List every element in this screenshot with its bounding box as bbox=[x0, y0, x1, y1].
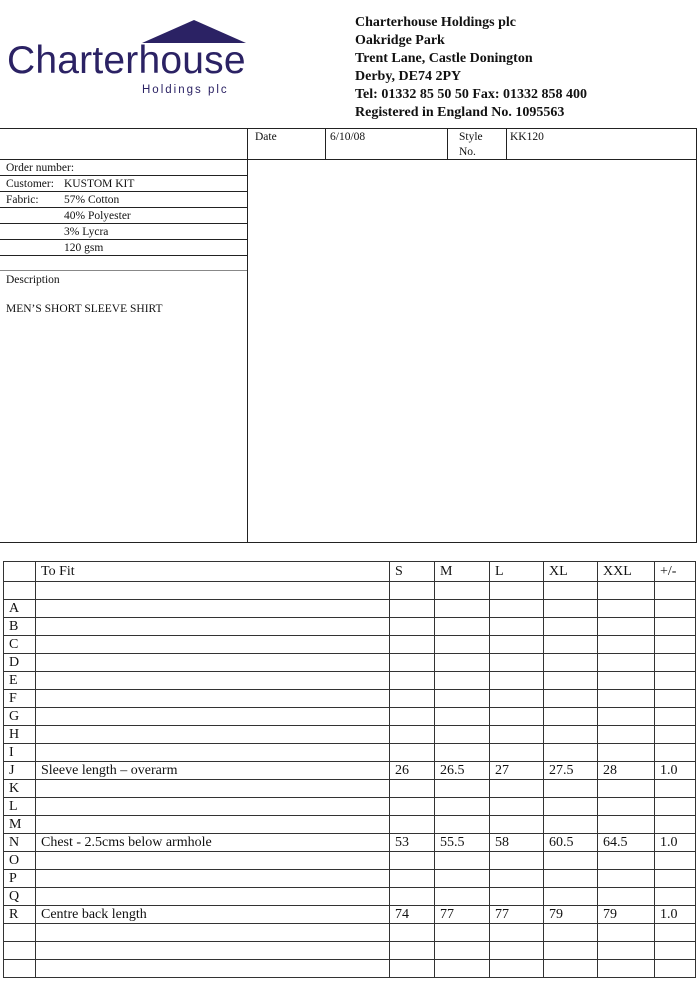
style-label: Style bbox=[459, 131, 483, 143]
form-row-line bbox=[0, 270, 247, 271]
cell-size-xxl bbox=[598, 852, 655, 870]
cell-size-m bbox=[435, 816, 490, 834]
cell-to-fit bbox=[36, 924, 390, 942]
cell-size-m bbox=[435, 780, 490, 798]
table-row bbox=[4, 672, 696, 690]
form-row-line bbox=[0, 191, 247, 192]
cell-tolerance bbox=[655, 726, 696, 744]
cell-tolerance bbox=[655, 780, 696, 798]
size-spec-table bbox=[3, 561, 696, 978]
table-row bbox=[4, 600, 696, 618]
cell-size-m: 55.5 bbox=[435, 834, 490, 852]
cell-size-m: 77 bbox=[435, 906, 490, 924]
cell-size-m bbox=[435, 888, 490, 906]
style-label-no: No. bbox=[459, 146, 476, 158]
form-divider-vertical bbox=[325, 128, 326, 159]
cell-row-letter: G bbox=[4, 708, 36, 726]
cell-row-letter: L bbox=[4, 798, 36, 816]
cell-size-xl bbox=[544, 726, 598, 744]
cell-size-xl bbox=[544, 672, 598, 690]
fabric-line: 120 gsm bbox=[64, 242, 104, 254]
cell-size-xxl bbox=[598, 708, 655, 726]
cell-size-l bbox=[490, 942, 544, 960]
table-row bbox=[4, 582, 696, 600]
cell-to-fit bbox=[36, 618, 390, 636]
form-row-line bbox=[0, 255, 247, 256]
cell-size-xxl bbox=[598, 960, 655, 978]
description-value: MEN’S SHORT SLEEVE SHIRT bbox=[6, 303, 163, 315]
cell-size-xl bbox=[544, 636, 598, 654]
cell-size-xl bbox=[544, 888, 598, 906]
cell-size-m bbox=[435, 672, 490, 690]
cell-to-fit bbox=[36, 690, 390, 708]
cell-size-m bbox=[435, 600, 490, 618]
cell-size-s bbox=[390, 708, 435, 726]
table-row bbox=[4, 834, 696, 852]
cell-size-l bbox=[490, 690, 544, 708]
cell-size-s bbox=[390, 582, 435, 600]
cell-tolerance bbox=[655, 960, 696, 978]
cell-tolerance bbox=[655, 744, 696, 762]
cell-size-l bbox=[490, 798, 544, 816]
cell-tolerance bbox=[655, 942, 696, 960]
cell-size-xl bbox=[544, 942, 598, 960]
cell-size-m bbox=[435, 924, 490, 942]
table-row bbox=[4, 852, 696, 870]
cell-size-xl bbox=[544, 708, 598, 726]
cell-size-s bbox=[390, 888, 435, 906]
cell-size-xxl bbox=[598, 780, 655, 798]
logo-wordmark: Charterhouse bbox=[7, 39, 246, 82]
logo-subword: Holdings plc bbox=[142, 84, 229, 96]
table-row bbox=[4, 618, 696, 636]
form-border-bottom bbox=[0, 542, 697, 543]
header-size-s: S bbox=[390, 562, 435, 582]
cell-size-xl: 79 bbox=[544, 906, 598, 924]
cell-to-fit bbox=[36, 636, 390, 654]
table-row bbox=[4, 690, 696, 708]
header-tolerance: +/- bbox=[655, 562, 696, 582]
cell-row-letter: P bbox=[4, 870, 36, 888]
cell-size-m bbox=[435, 708, 490, 726]
cell-size-xl bbox=[544, 960, 598, 978]
cell-tolerance bbox=[655, 636, 696, 654]
table-row bbox=[4, 744, 696, 762]
date-label: Date bbox=[255, 131, 277, 143]
cell-row-letter: E bbox=[4, 672, 36, 690]
cell-size-l: 77 bbox=[490, 906, 544, 924]
cell-size-xxl bbox=[598, 654, 655, 672]
header-row-letter bbox=[4, 562, 36, 582]
cell-size-m bbox=[435, 942, 490, 960]
cell-size-m: 26.5 bbox=[435, 762, 490, 780]
cell-size-l bbox=[490, 816, 544, 834]
cell-size-m bbox=[435, 852, 490, 870]
form-divider-vertical bbox=[247, 128, 248, 543]
cell-row-letter: N bbox=[4, 834, 36, 852]
cell-size-xl bbox=[544, 780, 598, 798]
cell-size-xl bbox=[544, 852, 598, 870]
cell-size-xl bbox=[544, 618, 598, 636]
cell-size-l bbox=[490, 888, 544, 906]
order-number-label: Order number: bbox=[6, 162, 75, 174]
cell-size-xl bbox=[544, 816, 598, 834]
company-phone-fax: Tel: 01332 85 50 50 Fax: 01332 858 400 bbox=[355, 87, 588, 102]
company-registration: Registered in England No. 1095563 bbox=[355, 105, 565, 120]
cell-size-xxl bbox=[598, 672, 655, 690]
cell-size-s bbox=[390, 816, 435, 834]
company-address-line: Derby, DE74 2PY bbox=[355, 69, 462, 84]
table-row bbox=[4, 708, 696, 726]
cell-size-l bbox=[490, 852, 544, 870]
cell-row-letter: O bbox=[4, 852, 36, 870]
cell-to-fit: Sleeve length – overarm bbox=[36, 762, 390, 780]
cell-to-fit bbox=[36, 960, 390, 978]
table-row bbox=[4, 960, 696, 978]
cell-size-s bbox=[390, 636, 435, 654]
cell-size-l bbox=[490, 708, 544, 726]
table-row bbox=[4, 888, 696, 906]
cell-size-xxl bbox=[598, 726, 655, 744]
cell-size-l bbox=[490, 654, 544, 672]
cell-to-fit bbox=[36, 708, 390, 726]
header-to-fit: To Fit bbox=[36, 562, 390, 582]
cell-to-fit bbox=[36, 942, 390, 960]
cell-size-m bbox=[435, 726, 490, 744]
company-address-line: Oakridge Park bbox=[355, 33, 445, 48]
cell-size-l bbox=[490, 924, 544, 942]
cell-size-l bbox=[490, 600, 544, 618]
form-row-line bbox=[0, 175, 247, 176]
description-label: Description bbox=[6, 274, 60, 286]
cell-size-xxl bbox=[598, 618, 655, 636]
cell-size-s bbox=[390, 852, 435, 870]
form-row-line bbox=[0, 223, 247, 224]
cell-to-fit: Chest - 2.5cms below armhole bbox=[36, 834, 390, 852]
cell-to-fit bbox=[36, 780, 390, 798]
cell-to-fit bbox=[36, 726, 390, 744]
cell-to-fit bbox=[36, 582, 390, 600]
cell-tolerance: 1.0 bbox=[655, 906, 696, 924]
cell-size-xl bbox=[544, 798, 598, 816]
cell-row-letter bbox=[4, 582, 36, 600]
cell-row-letter: A bbox=[4, 600, 36, 618]
cell-size-s bbox=[390, 600, 435, 618]
cell-size-xl bbox=[544, 924, 598, 942]
cell-to-fit: Centre back length bbox=[36, 906, 390, 924]
cell-size-l bbox=[490, 672, 544, 690]
cell-row-letter: J bbox=[4, 762, 36, 780]
cell-size-s bbox=[390, 798, 435, 816]
table-row bbox=[4, 654, 696, 672]
cell-to-fit bbox=[36, 798, 390, 816]
cell-row-letter: I bbox=[4, 744, 36, 762]
cell-size-l: 58 bbox=[490, 834, 544, 852]
cell-size-s bbox=[390, 942, 435, 960]
cell-size-xxl: 64.5 bbox=[598, 834, 655, 852]
cell-size-s bbox=[390, 960, 435, 978]
cell-tolerance bbox=[655, 708, 696, 726]
cell-size-m bbox=[435, 870, 490, 888]
size-table-header bbox=[4, 562, 696, 582]
form-divider-vertical bbox=[506, 128, 507, 159]
cell-tolerance bbox=[655, 870, 696, 888]
cell-size-xxl bbox=[598, 888, 655, 906]
cell-size-xxl bbox=[598, 636, 655, 654]
cell-size-xxl bbox=[598, 798, 655, 816]
cell-size-l bbox=[490, 582, 544, 600]
fabric-line: 3% Lycra bbox=[64, 226, 109, 238]
cell-tolerance bbox=[655, 582, 696, 600]
cell-row-letter bbox=[4, 924, 36, 942]
cell-row-letter: F bbox=[4, 690, 36, 708]
fabric-label: Fabric: bbox=[6, 194, 39, 206]
cell-size-s bbox=[390, 618, 435, 636]
cell-size-xl bbox=[544, 870, 598, 888]
cell-size-s bbox=[390, 744, 435, 762]
cell-to-fit bbox=[36, 672, 390, 690]
cell-tolerance bbox=[655, 672, 696, 690]
cell-size-m bbox=[435, 744, 490, 762]
cell-size-xxl: 79 bbox=[598, 906, 655, 924]
cell-size-xl bbox=[544, 744, 598, 762]
cell-size-l bbox=[490, 636, 544, 654]
cell-size-xxl bbox=[598, 582, 655, 600]
cell-size-l bbox=[490, 744, 544, 762]
cell-size-xxl: 28 bbox=[598, 762, 655, 780]
cell-tolerance bbox=[655, 600, 696, 618]
cell-size-l: 27 bbox=[490, 762, 544, 780]
cell-row-letter bbox=[4, 942, 36, 960]
table-row bbox=[4, 942, 696, 960]
header-size-m: M bbox=[435, 562, 490, 582]
form-border-top bbox=[0, 128, 697, 129]
company-name: Charterhouse Holdings plc bbox=[355, 15, 517, 30]
cell-row-letter: B bbox=[4, 618, 36, 636]
cell-size-s bbox=[390, 690, 435, 708]
cell-size-l bbox=[490, 870, 544, 888]
cell-size-s bbox=[390, 654, 435, 672]
cell-size-m bbox=[435, 582, 490, 600]
table-row bbox=[4, 816, 696, 834]
cell-tolerance: 1.0 bbox=[655, 834, 696, 852]
cell-size-l bbox=[490, 960, 544, 978]
cell-tolerance bbox=[655, 888, 696, 906]
form-divider-vertical bbox=[447, 128, 448, 159]
table-row bbox=[4, 636, 696, 654]
cell-size-xxl bbox=[598, 942, 655, 960]
table-row bbox=[4, 870, 696, 888]
cell-size-s bbox=[390, 870, 435, 888]
cell-row-letter: H bbox=[4, 726, 36, 744]
cell-tolerance bbox=[655, 816, 696, 834]
style-number-value: KK120 bbox=[510, 131, 544, 143]
cell-size-xl bbox=[544, 582, 598, 600]
table-row bbox=[4, 924, 696, 942]
cell-size-xl bbox=[544, 690, 598, 708]
cell-size-s bbox=[390, 780, 435, 798]
cell-size-m bbox=[435, 654, 490, 672]
table-row bbox=[4, 798, 696, 816]
cell-tolerance bbox=[655, 654, 696, 672]
cell-size-l bbox=[490, 726, 544, 744]
form-divider bbox=[0, 159, 697, 160]
cell-size-s: 74 bbox=[390, 906, 435, 924]
cell-tolerance bbox=[655, 798, 696, 816]
customer-value: KUSTOM KIT bbox=[64, 178, 135, 190]
cell-to-fit bbox=[36, 600, 390, 618]
table-row bbox=[4, 780, 696, 798]
company-address-line: Trent Lane, Castle Donington bbox=[355, 51, 533, 66]
form-row-line bbox=[0, 239, 247, 240]
cell-row-letter: R bbox=[4, 906, 36, 924]
cell-tolerance: 1.0 bbox=[655, 762, 696, 780]
cell-to-fit bbox=[36, 888, 390, 906]
cell-size-xxl bbox=[598, 600, 655, 618]
cell-to-fit bbox=[36, 816, 390, 834]
cell-size-l bbox=[490, 780, 544, 798]
cell-row-letter: D bbox=[4, 654, 36, 672]
cell-size-xl: 60.5 bbox=[544, 834, 598, 852]
customer-label: Customer: bbox=[6, 178, 54, 190]
fabric-line: 40% Polyester bbox=[64, 210, 131, 222]
form-row-line bbox=[0, 207, 247, 208]
cell-to-fit bbox=[36, 744, 390, 762]
header-size-xxl: XXL bbox=[598, 562, 655, 582]
cell-row-letter bbox=[4, 960, 36, 978]
table-row bbox=[4, 762, 696, 780]
cell-size-xxl bbox=[598, 744, 655, 762]
cell-row-letter: M bbox=[4, 816, 36, 834]
cell-to-fit bbox=[36, 852, 390, 870]
cell-size-xl bbox=[544, 654, 598, 672]
cell-tolerance bbox=[655, 924, 696, 942]
cell-size-xxl bbox=[598, 870, 655, 888]
cell-size-s: 53 bbox=[390, 834, 435, 852]
cell-size-xxl bbox=[598, 816, 655, 834]
date-value: 6/10/08 bbox=[330, 131, 366, 143]
cell-size-xxl bbox=[598, 924, 655, 942]
cell-row-letter: Q bbox=[4, 888, 36, 906]
cell-size-m bbox=[435, 798, 490, 816]
cell-tolerance bbox=[655, 618, 696, 636]
cell-row-letter: C bbox=[4, 636, 36, 654]
cell-size-xl: 27.5 bbox=[544, 762, 598, 780]
table-row bbox=[4, 726, 696, 744]
cell-size-m bbox=[435, 960, 490, 978]
cell-size-s: 26 bbox=[390, 762, 435, 780]
cell-to-fit bbox=[36, 654, 390, 672]
cell-to-fit bbox=[36, 870, 390, 888]
cell-size-s bbox=[390, 924, 435, 942]
cell-size-m bbox=[435, 618, 490, 636]
header-size-l: L bbox=[490, 562, 544, 582]
cell-row-letter: K bbox=[4, 780, 36, 798]
cell-size-s bbox=[390, 672, 435, 690]
cell-size-xl bbox=[544, 600, 598, 618]
cell-tolerance bbox=[655, 852, 696, 870]
cell-size-m bbox=[435, 636, 490, 654]
fabric-line: 57% Cotton bbox=[64, 194, 120, 206]
cell-tolerance bbox=[655, 690, 696, 708]
table-row bbox=[4, 906, 696, 924]
cell-size-m bbox=[435, 690, 490, 708]
cell-size-s bbox=[390, 726, 435, 744]
cell-size-xxl bbox=[598, 690, 655, 708]
cell-size-l bbox=[490, 618, 544, 636]
header-size-xl: XL bbox=[544, 562, 598, 582]
